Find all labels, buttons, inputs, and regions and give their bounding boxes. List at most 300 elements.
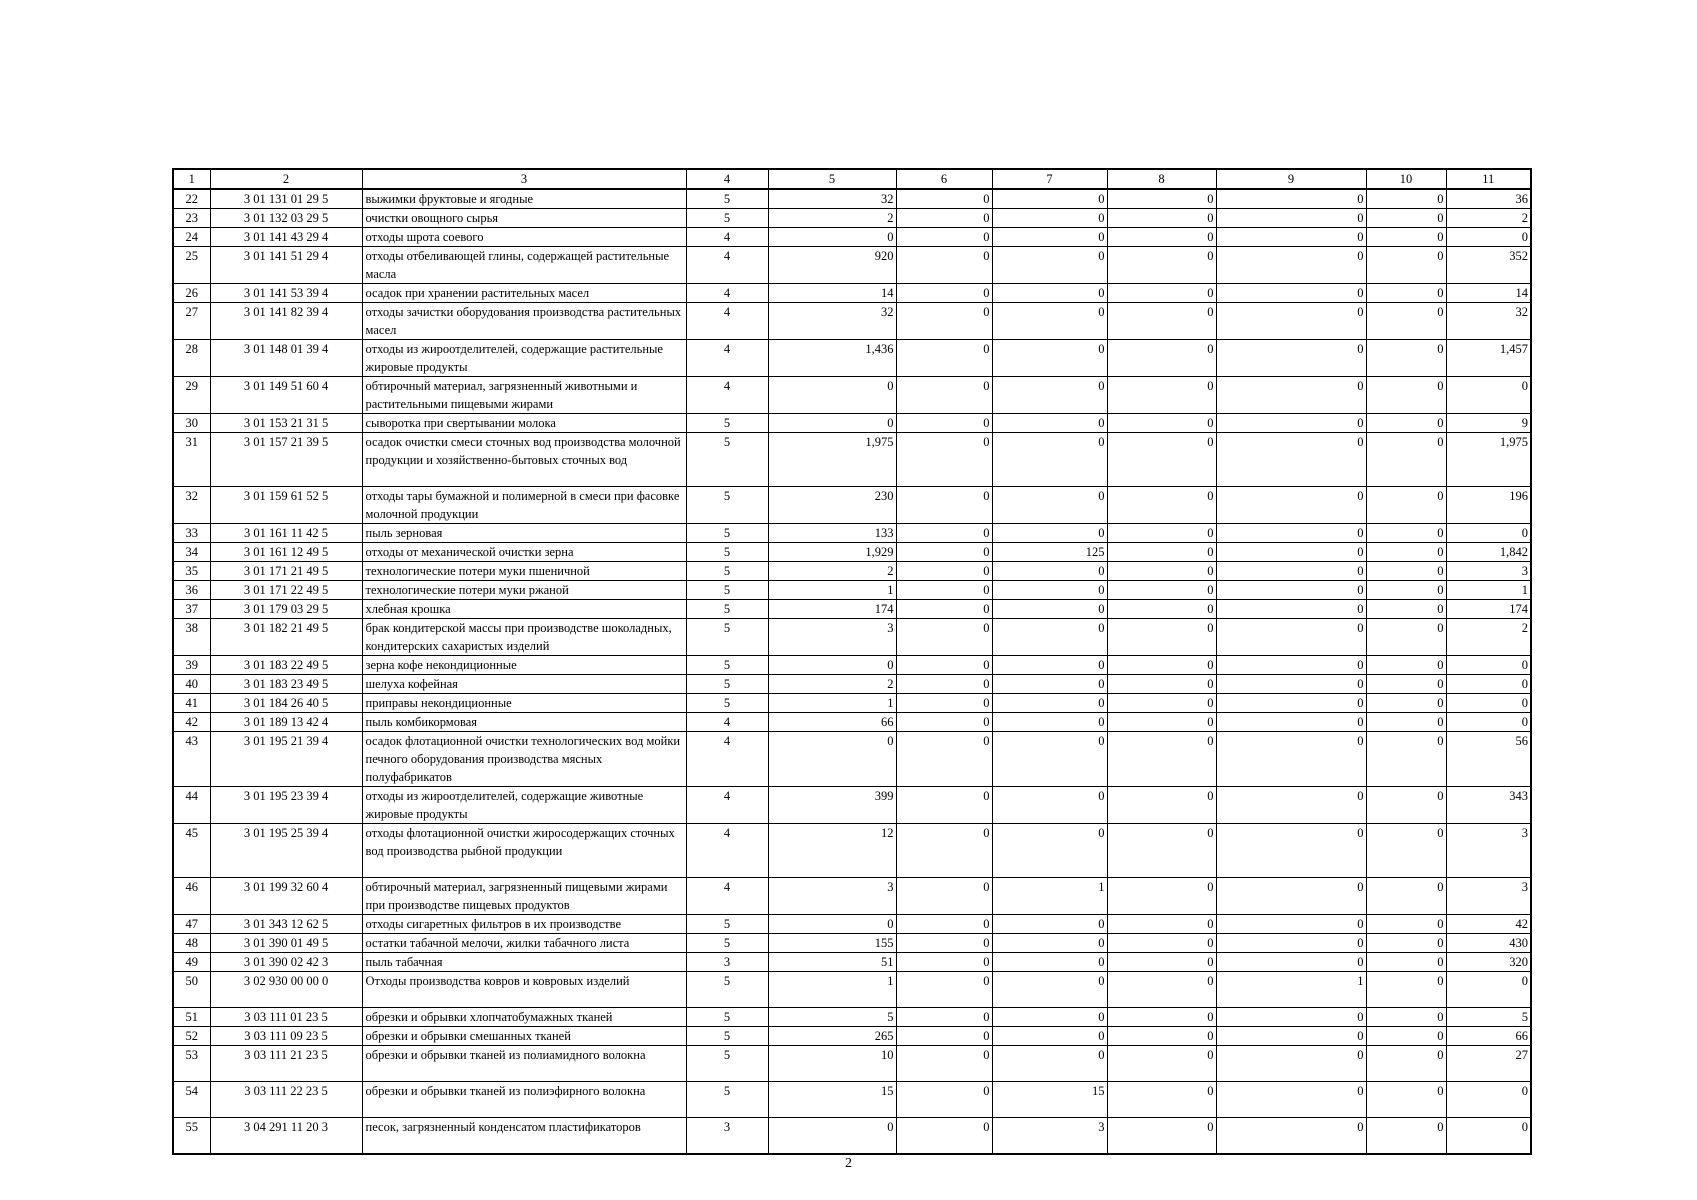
waste-code: 3 01 171 22 49 5 — [210, 581, 362, 600]
column-header: 11 — [1446, 169, 1531, 189]
value-cell: 0 — [1107, 247, 1216, 284]
value-cell: 0 — [896, 600, 992, 619]
value-cell: 0 — [1216, 543, 1366, 562]
value-cell: 0 — [1216, 487, 1366, 524]
row-number: 27 — [173, 303, 210, 340]
hazard-class: 5 — [686, 562, 768, 581]
waste-name: отходы отбеливающей глины, содержащей растительные масла — [362, 247, 686, 284]
value-cell: 0 — [992, 934, 1107, 953]
waste-code: 3 01 179 03 29 5 — [210, 600, 362, 619]
value-cell: 0 — [1216, 1046, 1366, 1082]
waste-code: 3 01 390 01 49 5 — [210, 934, 362, 953]
table-row — [173, 600, 1531, 619]
waste-name: отходы зачистки оборудования производства растительных масел — [362, 303, 686, 340]
value-cell: 0 — [896, 934, 992, 953]
table-row — [173, 284, 1531, 303]
table-row — [173, 247, 1531, 284]
waste-name: технологические потери муки ржаной — [362, 581, 686, 600]
value-cell: 0 — [992, 694, 1107, 713]
value-cell: 0 — [1366, 581, 1446, 600]
value-cell: 0 — [1366, 433, 1446, 487]
value-cell: 0 — [992, 284, 1107, 303]
value-cell: 1,975 — [768, 433, 896, 487]
table-row — [173, 562, 1531, 581]
value-cell: 0 — [992, 414, 1107, 433]
value-cell: 0 — [896, 656, 992, 675]
value-cell: 0 — [896, 303, 992, 340]
value-cell: 0 — [992, 581, 1107, 600]
waste-code: 3 01 184 26 40 5 — [210, 694, 362, 713]
waste-code: 3 01 157 21 39 5 — [210, 433, 362, 487]
table-row — [173, 915, 1531, 934]
value-cell: 0 — [1107, 656, 1216, 675]
value-cell: 0 — [1216, 433, 1366, 487]
value-cell: 0 — [1216, 1027, 1366, 1046]
row-number: 50 — [173, 972, 210, 1008]
value-cell: 0 — [1446, 694, 1531, 713]
waste-code: 3 01 159 61 52 5 — [210, 487, 362, 524]
value-cell: 0 — [768, 732, 896, 787]
value-cell: 0 — [1366, 377, 1446, 414]
value-cell: 0 — [1107, 543, 1216, 562]
value-cell: 0 — [1107, 340, 1216, 377]
waste-name: очистки овощного сырья — [362, 209, 686, 228]
value-cell: 0 — [1216, 713, 1366, 732]
waste-code: 3 02 930 00 00 0 — [210, 972, 362, 1008]
value-cell: 0 — [896, 694, 992, 713]
value-cell: 0 — [1216, 1008, 1366, 1027]
value-cell: 56 — [1446, 732, 1531, 787]
value-cell: 0 — [896, 581, 992, 600]
hazard-class: 5 — [686, 675, 768, 694]
value-cell: 0 — [896, 433, 992, 487]
page-number: 2 — [845, 1156, 852, 1171]
hazard-class: 5 — [686, 619, 768, 656]
row-number: 51 — [173, 1008, 210, 1027]
value-cell: 0 — [1366, 543, 1446, 562]
value-cell: 0 — [1216, 1118, 1366, 1155]
value-cell: 0 — [1366, 656, 1446, 675]
row-number: 45 — [173, 824, 210, 878]
waste-code: 3 01 195 21 39 4 — [210, 732, 362, 787]
waste-name: песок, загрязненный конденсатом пластификаторов — [362, 1118, 686, 1155]
value-cell: 0 — [1107, 824, 1216, 878]
waste-code: 3 01 131 01 29 5 — [210, 189, 362, 209]
hazard-class: 5 — [686, 1008, 768, 1027]
waste-name: осадок при хранении растительных масел — [362, 284, 686, 303]
value-cell: 0 — [1366, 824, 1446, 878]
value-cell: 0 — [1216, 600, 1366, 619]
column-header: 8 — [1107, 169, 1216, 189]
table-row — [173, 934, 1531, 953]
value-cell: 0 — [1446, 228, 1531, 247]
row-number: 31 — [173, 433, 210, 487]
table-body — [173, 189, 1531, 1154]
value-cell: 0 — [896, 878, 992, 915]
value-cell: 2 — [1446, 209, 1531, 228]
value-cell: 0 — [992, 209, 1107, 228]
row-number: 49 — [173, 953, 210, 972]
value-cell: 0 — [992, 732, 1107, 787]
value-cell: 0 — [1446, 524, 1531, 543]
value-cell: 0 — [1107, 675, 1216, 694]
value-cell: 0 — [1216, 915, 1366, 934]
table-row — [173, 787, 1531, 824]
value-cell: 0 — [1216, 377, 1366, 414]
value-cell: 0 — [1216, 878, 1366, 915]
value-cell: 0 — [1216, 209, 1366, 228]
table-row — [173, 656, 1531, 675]
waste-name: обрезки и обрывки хлопчатобумажных тканей — [362, 1008, 686, 1027]
waste-name: Отходы производства ковров и ковровых изделий — [362, 972, 686, 1008]
value-cell: 14 — [768, 284, 896, 303]
value-cell: 0 — [1107, 1082, 1216, 1118]
waste-code: 3 03 111 21 23 5 — [210, 1046, 362, 1082]
value-cell: 0 — [1107, 377, 1216, 414]
row-number: 40 — [173, 675, 210, 694]
value-cell: 0 — [1366, 1027, 1446, 1046]
value-cell: 0 — [992, 1008, 1107, 1027]
waste-name: отходы от механической очистки зерна — [362, 543, 686, 562]
value-cell: 0 — [1107, 732, 1216, 787]
value-cell: 0 — [1107, 619, 1216, 656]
value-cell: 2 — [768, 209, 896, 228]
waste-code: 3 01 141 43 29 4 — [210, 228, 362, 247]
value-cell: 66 — [1446, 1027, 1531, 1046]
hazard-class: 5 — [686, 433, 768, 487]
row-number: 38 — [173, 619, 210, 656]
row-number: 33 — [173, 524, 210, 543]
value-cell: 0 — [1216, 953, 1366, 972]
value-cell: 0 — [992, 562, 1107, 581]
hazard-class: 5 — [686, 934, 768, 953]
value-cell: 0 — [1216, 934, 1366, 953]
value-cell: 0 — [1366, 487, 1446, 524]
waste-code: 3 01 183 23 49 5 — [210, 675, 362, 694]
value-cell: 0 — [1216, 619, 1366, 656]
value-cell: 0 — [992, 787, 1107, 824]
waste-code: 3 01 141 51 29 4 — [210, 247, 362, 284]
value-cell: 230 — [768, 487, 896, 524]
table-row — [173, 377, 1531, 414]
hazard-class: 5 — [686, 1082, 768, 1118]
waste-code: 3 01 343 12 62 5 — [210, 915, 362, 934]
table-row — [173, 189, 1531, 209]
value-cell: 32 — [768, 303, 896, 340]
waste-code: 3 01 148 01 39 4 — [210, 340, 362, 377]
row-number: 24 — [173, 228, 210, 247]
table-row — [173, 1027, 1531, 1046]
value-cell: 0 — [1366, 303, 1446, 340]
table-row — [173, 433, 1531, 487]
value-cell: 0 — [1366, 1082, 1446, 1118]
waste-name: выжимки фруктовые и ягодные — [362, 189, 686, 209]
row-number: 28 — [173, 340, 210, 377]
value-cell: 0 — [896, 562, 992, 581]
value-cell: 0 — [1366, 619, 1446, 656]
value-cell: 0 — [1366, 247, 1446, 284]
table-row — [173, 1082, 1531, 1118]
table-row — [173, 1046, 1531, 1082]
value-cell: 3 — [1446, 562, 1531, 581]
row-number: 55 — [173, 1118, 210, 1155]
waste-name: технологические потери муки пшеничной — [362, 562, 686, 581]
waste-name: обрезки и обрывки тканей из полиамидного волокна — [362, 1046, 686, 1082]
value-cell: 0 — [992, 189, 1107, 209]
table-row — [173, 228, 1531, 247]
value-cell: 0 — [1107, 953, 1216, 972]
value-cell: 0 — [1107, 209, 1216, 228]
column-header: 2 — [210, 169, 362, 189]
value-cell: 1 — [768, 694, 896, 713]
value-cell: 0 — [768, 656, 896, 675]
value-cell: 0 — [1366, 414, 1446, 433]
hazard-class: 4 — [686, 303, 768, 340]
waste-code: 3 01 132 03 29 5 — [210, 209, 362, 228]
value-cell: 0 — [1107, 1118, 1216, 1155]
column-header: 6 — [896, 169, 992, 189]
value-cell: 0 — [896, 972, 992, 1008]
value-cell: 0 — [992, 340, 1107, 377]
value-cell: 0 — [896, 675, 992, 694]
hazard-class: 4 — [686, 247, 768, 284]
value-cell: 0 — [1446, 377, 1531, 414]
value-cell: 0 — [1216, 247, 1366, 284]
value-cell: 0 — [1216, 581, 1366, 600]
value-cell: 0 — [1216, 284, 1366, 303]
value-cell: 1 — [1216, 972, 1366, 1008]
value-cell: 0 — [1366, 675, 1446, 694]
value-cell: 10 — [768, 1046, 896, 1082]
hazard-class: 4 — [686, 787, 768, 824]
value-cell: 42 — [1446, 915, 1531, 934]
value-cell: 155 — [768, 934, 896, 953]
column-header: 4 — [686, 169, 768, 189]
value-cell: 0 — [1107, 934, 1216, 953]
row-number: 41 — [173, 694, 210, 713]
value-cell: 0 — [1107, 433, 1216, 487]
value-cell: 0 — [896, 487, 992, 524]
waste-code: 3 03 111 22 23 5 — [210, 1082, 362, 1118]
value-cell: 1 — [768, 972, 896, 1008]
value-cell: 0 — [1107, 1027, 1216, 1046]
row-number: 52 — [173, 1027, 210, 1046]
row-number: 30 — [173, 414, 210, 433]
waste-name: пыль комбикормовая — [362, 713, 686, 732]
table-row — [173, 524, 1531, 543]
table-row — [173, 824, 1531, 878]
waste-code: 3 01 390 02 42 3 — [210, 953, 362, 972]
row-number: 34 — [173, 543, 210, 562]
hazard-class: 4 — [686, 732, 768, 787]
hazard-class: 5 — [686, 972, 768, 1008]
row-number: 42 — [173, 713, 210, 732]
value-cell: 0 — [992, 433, 1107, 487]
value-cell: 920 — [768, 247, 896, 284]
table-row — [173, 694, 1531, 713]
hazard-class: 5 — [686, 1046, 768, 1082]
waste-name: брак кондитерской массы при производстве шоколадных, кондитерских сахаристых изделий — [362, 619, 686, 656]
value-cell: 0 — [992, 228, 1107, 247]
row-number: 36 — [173, 581, 210, 600]
waste-code: 3 03 111 09 23 5 — [210, 1027, 362, 1046]
value-cell: 0 — [1366, 600, 1446, 619]
hazard-class: 5 — [686, 694, 768, 713]
waste-name: осадок очистки смеси сточных вод производства молочной продукции и хозяйственно-бытовых сточных вод — [362, 433, 686, 487]
row-number: 22 — [173, 189, 210, 209]
hazard-class: 4 — [686, 713, 768, 732]
value-cell: 0 — [1366, 787, 1446, 824]
value-cell: 66 — [768, 713, 896, 732]
row-number: 35 — [173, 562, 210, 581]
value-cell: 0 — [992, 1046, 1107, 1082]
value-cell: 0 — [1366, 189, 1446, 209]
value-cell: 0 — [1216, 675, 1366, 694]
row-number: 43 — [173, 732, 210, 787]
value-cell: 133 — [768, 524, 896, 543]
value-cell: 1,436 — [768, 340, 896, 377]
value-cell: 0 — [1366, 562, 1446, 581]
row-number: 32 — [173, 487, 210, 524]
value-cell: 0 — [768, 228, 896, 247]
value-cell: 0 — [1107, 1046, 1216, 1082]
waste-name: сыворотка при свертывании молока — [362, 414, 686, 433]
value-cell: 0 — [896, 377, 992, 414]
value-cell: 0 — [896, 284, 992, 303]
table-row — [173, 972, 1531, 1008]
hazard-class: 5 — [686, 543, 768, 562]
waste-code: 3 01 161 12 49 5 — [210, 543, 362, 562]
waste-name: обтирочный материал, загрязненный животными и растительными пищевыми жирами — [362, 377, 686, 414]
table-row — [173, 414, 1531, 433]
row-number: 39 — [173, 656, 210, 675]
value-cell: 0 — [1216, 228, 1366, 247]
value-cell: 399 — [768, 787, 896, 824]
value-cell: 174 — [1446, 600, 1531, 619]
table-row — [173, 878, 1531, 915]
value-cell: 32 — [768, 189, 896, 209]
value-cell: 0 — [896, 543, 992, 562]
waste-name: приправы некондиционные — [362, 694, 686, 713]
value-cell: 0 — [1366, 284, 1446, 303]
value-cell: 51 — [768, 953, 896, 972]
waste-code: 3 01 183 22 49 5 — [210, 656, 362, 675]
value-cell: 0 — [1366, 732, 1446, 787]
waste-name: отходы из жироотделителей, содержащие животные жировые продукты — [362, 787, 686, 824]
waste-name: отходы сигаретных фильтров в их производстве — [362, 915, 686, 934]
row-number: 44 — [173, 787, 210, 824]
value-cell: 0 — [1446, 1082, 1531, 1118]
value-cell: 0 — [1107, 414, 1216, 433]
value-cell: 1 — [768, 581, 896, 600]
value-cell: 174 — [768, 600, 896, 619]
waste-code: 3 01 189 13 42 4 — [210, 713, 362, 732]
waste-name: обрезки и обрывки тканей из полиэфирного волокна — [362, 1082, 686, 1118]
value-cell: 0 — [896, 1118, 992, 1155]
value-cell: 0 — [1366, 1118, 1446, 1155]
column-header: 9 — [1216, 169, 1366, 189]
hazard-class: 5 — [686, 414, 768, 433]
row-number: 26 — [173, 284, 210, 303]
value-cell: 0 — [1366, 934, 1446, 953]
value-cell: 0 — [1107, 787, 1216, 824]
value-cell: 0 — [1446, 656, 1531, 675]
table-row — [173, 675, 1531, 694]
value-cell: 0 — [768, 1118, 896, 1155]
value-cell: 0 — [896, 228, 992, 247]
value-cell: 0 — [768, 915, 896, 934]
value-cell: 3 — [768, 619, 896, 656]
value-cell: 0 — [896, 414, 992, 433]
value-cell: 0 — [896, 1008, 992, 1027]
waste-name: шелуха кофейная — [362, 675, 686, 694]
value-cell: 3 — [1446, 824, 1531, 878]
waste-code: 3 01 141 82 39 4 — [210, 303, 362, 340]
value-cell: 265 — [768, 1027, 896, 1046]
hazard-class: 4 — [686, 824, 768, 878]
hazard-class: 3 — [686, 1118, 768, 1155]
value-cell: 2 — [768, 562, 896, 581]
value-cell: 0 — [1366, 1008, 1446, 1027]
waste-code: 3 04 291 11 20 3 — [210, 1118, 362, 1155]
value-cell: 0 — [1366, 694, 1446, 713]
value-cell: 0 — [1216, 303, 1366, 340]
value-cell: 2 — [768, 675, 896, 694]
hazard-class: 5 — [686, 600, 768, 619]
waste-code: 3 03 111 01 23 5 — [210, 1008, 362, 1027]
table-row — [173, 487, 1531, 524]
hazard-class: 5 — [686, 915, 768, 934]
hazard-class: 3 — [686, 953, 768, 972]
value-cell: 0 — [1107, 915, 1216, 934]
waste-name: отходы из жироотделителей, содержащие растительные жировые продукты — [362, 340, 686, 377]
hazard-class: 4 — [686, 340, 768, 377]
value-cell: 0 — [992, 377, 1107, 414]
row-number: 46 — [173, 878, 210, 915]
value-cell: 0 — [1107, 487, 1216, 524]
value-cell: 32 — [1446, 303, 1531, 340]
hazard-class: 5 — [686, 524, 768, 543]
waste-name: остатки табачной мелочи, жилки табачного листа — [362, 934, 686, 953]
value-cell: 1,842 — [1446, 543, 1531, 562]
waste-name: отходы шрота соевого — [362, 228, 686, 247]
value-cell: 2 — [1446, 619, 1531, 656]
value-cell: 0 — [1107, 1008, 1216, 1027]
value-cell: 0 — [1446, 972, 1531, 1008]
value-cell: 0 — [896, 732, 992, 787]
value-cell: 0 — [1216, 787, 1366, 824]
value-cell: 0 — [896, 247, 992, 284]
value-cell: 0 — [1366, 524, 1446, 543]
value-cell: 0 — [992, 600, 1107, 619]
value-cell: 0 — [1107, 284, 1216, 303]
value-cell: 320 — [1446, 953, 1531, 972]
value-cell: 5 — [768, 1008, 896, 1027]
hazard-class: 4 — [686, 228, 768, 247]
table-row — [173, 619, 1531, 656]
value-cell: 0 — [992, 524, 1107, 543]
value-cell: 1,457 — [1446, 340, 1531, 377]
table-row — [173, 732, 1531, 787]
hazard-class: 4 — [686, 377, 768, 414]
value-cell: 0 — [992, 713, 1107, 732]
value-cell: 0 — [1107, 524, 1216, 543]
column-header: 5 — [768, 169, 896, 189]
waste-name: хлебная крошка — [362, 600, 686, 619]
value-cell: 0 — [1366, 209, 1446, 228]
value-cell: 0 — [1216, 1082, 1366, 1118]
waste-code: 3 01 149 51 60 4 — [210, 377, 362, 414]
